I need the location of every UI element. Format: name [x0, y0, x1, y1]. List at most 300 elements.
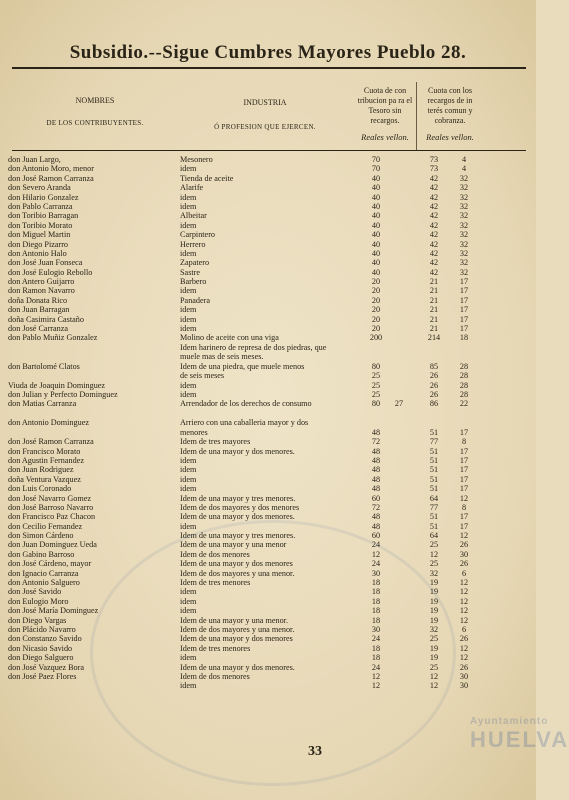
contributor-name: don Ignacio Carranza — [8, 568, 79, 578]
quota-recargos-fraction: 12 — [459, 531, 469, 541]
table-row — [0, 268, 536, 277]
quota-recargos: 21 — [429, 286, 439, 296]
contributor-name: don Juan Dominguez Ueda — [8, 540, 97, 550]
industry: Idem de una mayor y dos menores. — [180, 512, 295, 522]
table-row — [0, 653, 536, 662]
contributor-name: don José Navarro Gomez — [8, 493, 91, 503]
quota-recargos-fraction: 8 — [461, 437, 467, 447]
quota-recargos-fraction: 32 — [459, 267, 469, 277]
contributor-name: don Pablo Muñiz Gonzalez — [8, 333, 98, 343]
quota-recargos: 25 — [429, 540, 439, 550]
quota-recargos-fraction: 12 — [459, 493, 469, 503]
industry: Molino de aceite con una viga — [180, 333, 279, 343]
header-rule — [12, 150, 526, 151]
industry: idem — [180, 192, 197, 202]
contributor-name: don Miguel Martin — [8, 230, 71, 240]
quota-tesoro: 18 — [371, 596, 381, 606]
quota-recargos: 42 — [429, 230, 439, 240]
quota-recargos-fraction: 32 — [459, 173, 469, 183]
quota-tesoro: 18 — [371, 606, 381, 616]
quota-recargos: 51 — [429, 446, 439, 456]
quota-recargos: 12 — [429, 549, 439, 559]
table-row — [0, 456, 536, 465]
quota-tesoro: 48 — [371, 465, 381, 475]
quota-recargos: 26 — [429, 371, 439, 381]
quota-recargos-fraction: 28 — [459, 389, 469, 399]
quota-recargos: 42 — [429, 192, 439, 202]
contributor-name: don José Carranza — [8, 324, 69, 334]
quota-recargos: 21 — [429, 277, 439, 287]
industry: Idem de dos mayores y una menor. — [180, 624, 295, 634]
table-row — [0, 569, 536, 578]
quota-recargos-fraction: 6 — [461, 568, 467, 578]
header-profesion: Ó PROFESION QUE EJERCEN. — [214, 123, 316, 131]
contributor-name: don Agustin Fernandez — [8, 455, 84, 465]
table-row — [0, 249, 536, 258]
industry: idem — [180, 380, 197, 390]
industry: Idem de una mayor y una menor. — [180, 615, 288, 625]
quota-recargos: 12 — [429, 681, 439, 691]
table-row — [0, 644, 536, 653]
table-row — [0, 211, 536, 220]
industry: idem — [180, 587, 197, 597]
quota-recargos: 73 — [429, 164, 439, 174]
quota-recargos: 51 — [429, 474, 439, 484]
quota-recargos-fraction: 12 — [459, 653, 469, 663]
quota-recargos: 42 — [429, 173, 439, 183]
contributor-name: don José Eulogio Rebollo — [8, 267, 93, 277]
industry: Alarife — [180, 183, 204, 193]
quota-tesoro: 60 — [371, 531, 381, 541]
quota-tesoro: 80 — [371, 361, 381, 371]
quota-tesoro: 18 — [371, 578, 381, 588]
quota-recargos: 19 — [429, 587, 439, 597]
quota-tesoro: 40 — [371, 211, 381, 221]
quota-recargos-fraction: 17 — [459, 512, 469, 522]
quota-recargos: 42 — [429, 239, 439, 249]
table-row — [0, 174, 536, 183]
contributor-name: don Severo Aranda — [8, 183, 71, 193]
quota-recargos: 42 — [429, 183, 439, 193]
quota-tesoro: 40 — [371, 267, 381, 277]
industry: Idem de dos mayores y dos menores — [180, 502, 300, 512]
quota-tesoro: 12 — [371, 681, 381, 691]
contributor-name: don José Juan Fonseca — [8, 258, 83, 268]
contributor-name: don Simon Cárdeno — [8, 531, 74, 541]
contributor-name: don José Ramon Carranza — [8, 173, 94, 183]
watermark-line1: Ayuntamiento — [470, 716, 549, 727]
quota-tesoro: 48 — [371, 446, 381, 456]
contributor-name: doña Ventura Vazquez — [8, 474, 81, 484]
quota-tesoro: 48 — [371, 427, 381, 437]
quota-recargos-fraction: 12 — [459, 643, 469, 653]
industry: Sastre — [180, 267, 201, 277]
table-row — [0, 240, 536, 249]
table-row — [0, 258, 536, 267]
title-rule — [12, 67, 526, 69]
quota-recargos: 19 — [429, 615, 439, 625]
quota-recargos-fraction: 30 — [459, 671, 469, 681]
quota-recargos-fraction: 8 — [461, 502, 467, 512]
quota-tesoro: 30 — [371, 624, 381, 634]
quota-recargos: 77 — [429, 502, 439, 512]
industry: idem — [180, 324, 197, 334]
quota-tesoro: 80 — [371, 399, 381, 409]
quota-tesoro: 25 — [371, 389, 381, 399]
table-row — [0, 512, 536, 521]
header-contribuyentes: DE LOS CONTRIBUYENTES. — [46, 119, 144, 127]
industry: Panadera — [180, 295, 211, 305]
header-units-1: Reales vellon. — [361, 132, 409, 142]
table-row — [0, 333, 536, 342]
quota-tesoro: 20 — [371, 324, 381, 334]
industry: Idem de una mayor y tres menores. — [180, 493, 296, 503]
quota-recargos-fraction: 17 — [459, 324, 469, 334]
quota-recargos-fraction: 6 — [461, 624, 467, 634]
contributor-name: don Matias Carranza — [8, 399, 77, 409]
contributor-name: don Plácido Navarro — [8, 624, 76, 634]
quota-recargos: 51 — [429, 521, 439, 531]
table-row — [0, 625, 536, 634]
quota-tesoro: 25 — [371, 380, 381, 390]
contributor-name: don Luis Coronado — [8, 484, 72, 494]
industry: idem — [180, 681, 197, 691]
contributor-name: don Julian y Perfecto Dominguez — [8, 389, 118, 399]
industry: Idem de tres menores — [180, 578, 251, 588]
column-divider — [416, 82, 417, 150]
quota-recargos-fraction: 32 — [459, 239, 469, 249]
quota-tesoro: 20 — [371, 314, 381, 324]
industry: idem — [180, 596, 197, 606]
quota-recargos: 25 — [429, 662, 439, 672]
table-row — [0, 597, 536, 606]
contributor-name: don Toribio Morato — [8, 220, 73, 230]
table-row — [0, 286, 536, 295]
contributor-name: don José Ramon Carranza — [8, 437, 94, 447]
quota-recargos: 21 — [429, 314, 439, 324]
quota-tesoro: 12 — [371, 671, 381, 681]
table-row — [0, 437, 536, 446]
quota-recargos: 64 — [429, 531, 439, 541]
quota-tesoro: 24 — [371, 662, 381, 672]
quota-recargos-fraction: 17 — [459, 465, 469, 475]
quota-recargos: 19 — [429, 606, 439, 616]
quota-tesoro: 40 — [371, 258, 381, 268]
contributor-name: don Hilario Gonzalez — [8, 192, 79, 202]
quota-recargos: 42 — [429, 211, 439, 221]
page-number: 33 — [308, 744, 322, 759]
quota-recargos-fraction: 17 — [459, 427, 469, 437]
quota-recargos: 42 — [429, 201, 439, 211]
industry: Idem de una mayor y tres menores. — [180, 531, 296, 541]
quota-recargos-fraction: 4 — [461, 155, 467, 164]
quota-recargos: 214 — [427, 333, 441, 343]
quota-recargos-fraction: 12 — [459, 587, 469, 597]
table-row — [0, 531, 536, 540]
contributor-name: don Nicasio Savido — [8, 643, 73, 653]
quota-recargos-fraction: 32 — [459, 201, 469, 211]
quota-tesoro: 40 — [371, 201, 381, 211]
table-row — [0, 277, 536, 286]
contributor-name: don Toribio Barragan — [8, 211, 79, 221]
contributor-name: don Diego Pizarro — [8, 239, 69, 249]
table-row — [0, 221, 536, 230]
industry: idem — [180, 389, 197, 399]
quota-tesoro: 40 — [371, 192, 381, 202]
contributor-name: don José María Dominguez — [8, 606, 99, 616]
quota-tesoro: 20 — [371, 286, 381, 296]
quota-tesoro: 40 — [371, 173, 381, 183]
quota-recargos-fraction: 30 — [459, 681, 469, 691]
table-row — [0, 193, 536, 202]
table-row — [0, 202, 536, 211]
quota-recargos-fraction: 32 — [459, 192, 469, 202]
contributor-name: doña Donata Rico — [8, 295, 68, 305]
quota-tesoro: 25 — [371, 371, 381, 381]
contributor-name: don Francisco Paz Chacon — [8, 512, 96, 522]
quota-recargos-fraction: 26 — [459, 662, 469, 672]
quota-recargos-fraction: 32 — [459, 258, 469, 268]
table-row — [0, 230, 536, 239]
quota-tesoro: 48 — [371, 455, 381, 465]
industry: Herrero — [180, 239, 206, 249]
header-units-2: Reales vellon. — [426, 132, 474, 142]
quota-recargos: 42 — [429, 267, 439, 277]
table-row — [0, 324, 536, 333]
quota-recargos-fraction: 4 — [461, 164, 467, 174]
contributor-name: don Bartolomé Clatos — [8, 361, 80, 371]
table-row — [0, 494, 536, 503]
table-row — [0, 587, 536, 596]
table-row — [0, 418, 536, 427]
watermark-stamp — [470, 716, 569, 753]
contributor-name: Viuda de Joaquin Dominguez — [8, 380, 106, 390]
quota-recargos-fraction: 28 — [459, 371, 469, 381]
industry: Arrendador de los derechos de consumo — [180, 399, 312, 409]
quota-tesoro: 70 — [371, 155, 381, 164]
quota-recargos: 51 — [429, 512, 439, 522]
quota-tesoro: 18 — [371, 653, 381, 663]
quota-tesoro: 20 — [371, 295, 381, 305]
quota-tesoro: 72 — [371, 502, 381, 512]
quota-recargos: 51 — [429, 427, 439, 437]
table-row — [0, 183, 536, 192]
quota-recargos: 19 — [429, 643, 439, 653]
contributor-name: doña Casimira Castaño — [8, 314, 84, 324]
contributor-name: don Ramon Navarro — [8, 286, 75, 296]
quota-tesoro: 48 — [371, 484, 381, 494]
header-industria: INDUSTRIA — [243, 98, 287, 107]
quota-tesoro: 70 — [371, 164, 381, 174]
quota-recargos: 19 — [429, 653, 439, 663]
industry: idem — [180, 314, 197, 324]
quota-recargos: 26 — [429, 389, 439, 399]
table-row — [0, 343, 536, 362]
quota-recargos-fraction: 12 — [459, 578, 469, 588]
contributor-name: don Juan Largo, — [8, 155, 61, 164]
industry: Mesonero — [180, 155, 213, 164]
industry: Barbero — [180, 277, 207, 287]
quota-recargos: 21 — [429, 324, 439, 334]
table-row — [0, 447, 536, 456]
table-row — [0, 616, 536, 625]
industry: Carpintero — [180, 230, 216, 240]
quota-recargos: 42 — [429, 248, 439, 258]
quota-recargos-fraction: 17 — [459, 277, 469, 287]
industry: Idem de dos menores — [180, 671, 250, 681]
quota-recargos: 32 — [429, 624, 439, 634]
quota-tesoro: 20 — [371, 277, 381, 287]
quota-recargos: 51 — [429, 455, 439, 465]
contributor-name: don Cecilio Fernandez — [8, 521, 83, 531]
quota-recargos-fraction: 17 — [459, 305, 469, 315]
quota-recargos-fraction: 32 — [459, 230, 469, 240]
industry: idem — [180, 606, 197, 616]
table-row — [0, 522, 536, 531]
table-row — [0, 578, 536, 587]
table-row — [0, 381, 536, 390]
contributor-name: don Eulogio Moro — [8, 596, 69, 606]
table-row — [0, 428, 536, 437]
quota-tesoro: 24 — [371, 559, 381, 569]
contributor-name: don Juan Barragan — [8, 305, 70, 315]
contributor-name: don Antero Guijarro — [8, 277, 75, 287]
industry: Idem de una mayor y dos menores. — [180, 446, 295, 456]
industry: idem — [180, 484, 197, 494]
quota-recargos: 85 — [429, 361, 439, 371]
industry: idem — [180, 248, 197, 258]
contributor-name: don José Paez Flores — [8, 671, 77, 681]
industry: idem — [180, 521, 197, 531]
quota-recargos: 12 — [429, 671, 439, 681]
quota-recargos-fraction: 18 — [459, 333, 469, 343]
table-row — [0, 484, 536, 493]
header-nombres: NOMBRES — [75, 96, 115, 105]
quota-tesoro: 40 — [371, 183, 381, 193]
quota-recargos: 51 — [429, 484, 439, 494]
quota-recargos-fraction: 12 — [459, 596, 469, 606]
contributor-name: don José Savido — [8, 587, 62, 597]
industry: Idem de dos menores — [180, 549, 250, 559]
quota-tesoro: 72 — [371, 437, 381, 447]
contributor-name: don Antonio Moro, menor — [8, 164, 94, 174]
contributor-name: don José Vazquez Bora — [8, 662, 85, 672]
quota-recargos-fraction: 17 — [459, 484, 469, 494]
table-row — [0, 681, 536, 690]
quota-recargos-fraction: 17 — [459, 446, 469, 456]
header-cuota-recargos: Cuota con los recargos de in terés comun y cobranza. — [427, 86, 473, 125]
quota-recargos: 21 — [429, 305, 439, 315]
industry: idem — [180, 286, 197, 296]
contributors-table — [0, 155, 536, 691]
table-row — [0, 672, 536, 681]
quota-recargos-fraction: 12 — [459, 615, 469, 625]
page-title: Subsidio.--Sigue Cumbres Mayores Pueblo 28. — [69, 42, 467, 63]
quota-recargos: 19 — [429, 596, 439, 606]
quota-recargos-fraction: 32 — [459, 183, 469, 193]
industry: idem — [180, 201, 197, 211]
contributor-name: don Gabino Barroso — [8, 549, 75, 559]
contributor-name: don Diego Vargas — [8, 615, 67, 625]
industry: idem — [180, 305, 197, 315]
table-row — [0, 390, 536, 399]
table-row — [0, 503, 536, 512]
quota-recargos: 86 — [429, 399, 439, 409]
quota-tesoro: 60 — [371, 493, 381, 503]
quota-recargos-fraction: 22 — [459, 399, 469, 409]
table-row — [0, 465, 536, 474]
contributor-name: don Francisco Morato — [8, 446, 81, 456]
contributor-name: don José Cárdeno, mayor — [8, 559, 92, 569]
quota-recargos: 42 — [429, 258, 439, 268]
quota-recargos-fraction: 17 — [459, 455, 469, 465]
industry: Zapatero — [180, 258, 210, 268]
quota-tesoro: 40 — [371, 248, 381, 258]
quota-recargos-fraction: 28 — [459, 361, 469, 371]
industry: Idem de una mayor y una menor — [180, 540, 287, 550]
quota-recargos: 51 — [429, 465, 439, 475]
industry: idem — [180, 164, 197, 174]
quota-tesoro: 48 — [371, 512, 381, 522]
table-row — [0, 155, 536, 164]
table-row — [0, 296, 536, 305]
table-row — [0, 399, 536, 418]
table-row — [0, 164, 536, 173]
quota-tesoro: 24 — [371, 634, 381, 644]
quota-recargos-fraction: 17 — [459, 286, 469, 296]
contributor-name: don Juan Rodriguez — [8, 465, 74, 475]
industry: Idem de una mayor y dos menores — [180, 634, 293, 644]
quota-recargos: 21 — [429, 295, 439, 305]
quota-tesoro: 18 — [371, 587, 381, 597]
header-cuota-tesoro: Cuota de con tribucion pa ra el Tesoro sin recargos. — [357, 86, 413, 125]
quota-tesoro: 48 — [371, 521, 381, 531]
quota-recargos: 32 — [429, 568, 439, 578]
quota-recargos-fraction: 17 — [459, 295, 469, 305]
table-row — [0, 475, 536, 484]
quota-tesoro: 24 — [371, 540, 381, 550]
quota-recargos-fraction: 32 — [459, 248, 469, 258]
quota-recargos-fraction: 32 — [459, 211, 469, 221]
quota-recargos: 25 — [429, 559, 439, 569]
contributor-name: don José Barroso Navarro — [8, 502, 94, 512]
watermark-line2: HUELVA — [470, 727, 569, 752]
quota-recargos-fraction: 26 — [459, 559, 469, 569]
quota-tesoro: 200 — [369, 333, 383, 343]
industry: Arriero con una caballeria mayor y dos — [180, 418, 309, 428]
contributor-name: don Constanzo Savido — [8, 634, 82, 644]
industry: idem — [180, 465, 197, 475]
contributor-name: don Antonio Halo — [8, 248, 67, 258]
quota-tesoro: 18 — [371, 643, 381, 653]
quota-recargos-fraction: 17 — [459, 314, 469, 324]
quota-recargos: 25 — [429, 634, 439, 644]
quota-recargos-fraction: 17 — [459, 521, 469, 531]
table-row — [0, 305, 536, 314]
quota-recargos-fraction: 12 — [459, 606, 469, 616]
quota-tesoro: 12 — [371, 549, 381, 559]
industry: idem — [180, 653, 197, 663]
quota-recargos-fraction: 17 — [459, 474, 469, 484]
quota-tesoro: 30 — [371, 568, 381, 578]
quota-recargos-fraction: 30 — [459, 549, 469, 559]
contributor-name: don Antonio Salguero — [8, 578, 80, 588]
industry: idem — [180, 455, 197, 465]
industry: idem — [180, 220, 197, 230]
quota-recargos: 42 — [429, 220, 439, 230]
industry: Idem harinero de represa de dos piedras, que muele mas de seis meses. — [180, 342, 327, 361]
industry: Idem de dos mayores y una menor. — [180, 568, 295, 578]
